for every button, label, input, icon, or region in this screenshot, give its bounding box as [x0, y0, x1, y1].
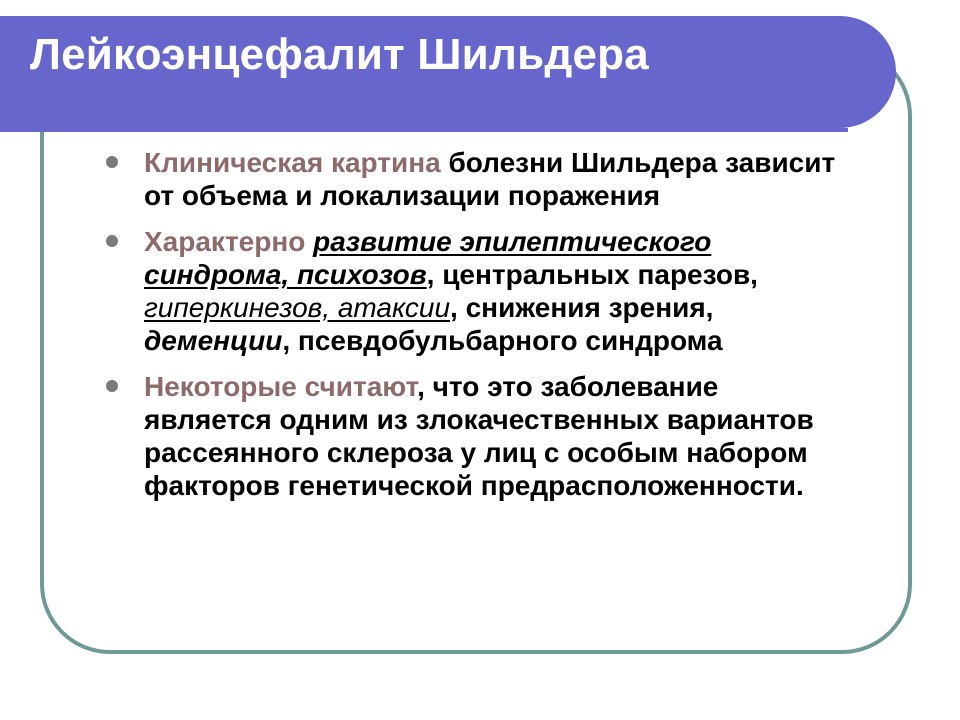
slide-title: Лейкоэнцефалит Шильдера	[30, 30, 649, 79]
bullet-icon	[106, 156, 118, 168]
bullet-emphasis-hyperkinesis: гиперкинезов, атаксии	[144, 292, 451, 323]
title-underline	[0, 128, 848, 132]
bullet-lead: Некоторые считают	[144, 371, 418, 402]
bullet-icon	[106, 235, 118, 247]
bullet-text: , псевдобульбарного синдрома	[282, 325, 723, 356]
bullet-list	[106, 146, 836, 502]
bullet-emphasis-syndromes: развитие эпилептического синдрома, психозов	[144, 226, 712, 290]
bullet-item-characteristic	[106, 225, 836, 357]
bullet-item-some-consider	[106, 370, 836, 502]
bullet-lead: Клиническая картина	[144, 147, 441, 178]
bullet-item-clinical-picture	[106, 146, 836, 212]
bullet-text: , снижения зрения,	[450, 292, 714, 323]
bullet-space	[305, 226, 313, 257]
bullet-text: , центральных парезов,	[426, 259, 758, 290]
bullet-lead: Характерно	[144, 226, 306, 257]
bullet-text: болезни Шильдера зависит от объема и локализации поражения	[144, 147, 836, 211]
bullet-text: , что это заболевание является одним из злокачественных вариантов рассеянного склероза у лиц с особым набором факторов генетической предрасположенности.	[144, 371, 814, 501]
bullet-icon	[106, 380, 118, 392]
bullet-emphasis-dementia: деменции	[144, 325, 283, 356]
